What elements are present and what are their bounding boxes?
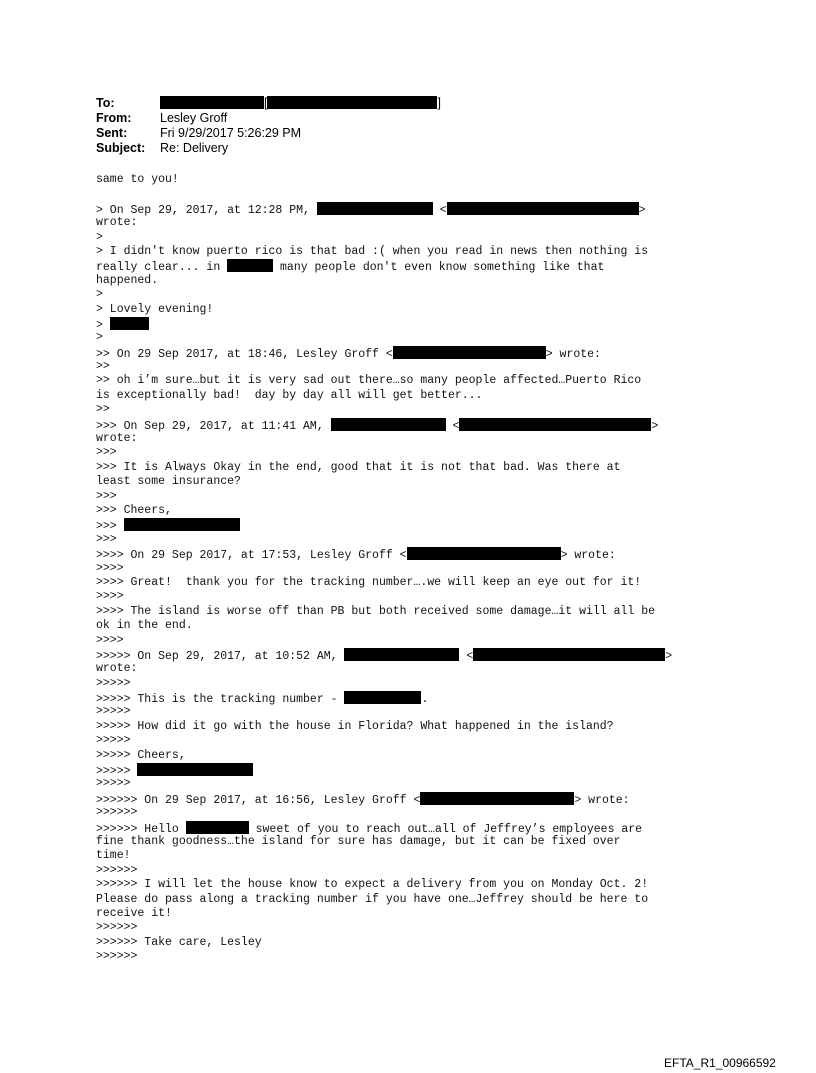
angle-open: < xyxy=(432,203,447,217)
quote-line: >>>>> xyxy=(96,676,131,690)
quote-line xyxy=(96,317,756,331)
quote-line: >>>> Great! thank you for the tracking number….we will keep an eye out for it! xyxy=(96,575,642,589)
quote-line: wrote: xyxy=(96,662,138,676)
redaction-signature xyxy=(124,518,240,531)
quote-line xyxy=(96,518,756,532)
to-value xyxy=(160,96,441,111)
redaction-sender-email xyxy=(459,418,651,431)
redaction-email-address xyxy=(393,346,546,359)
quote-line: >>>>> xyxy=(96,777,131,791)
quote-line: >>> xyxy=(96,446,117,460)
redaction-email-address xyxy=(407,547,561,560)
quote-text: . xyxy=(421,693,429,707)
quote-line: > xyxy=(96,230,103,244)
quote-text: sweet of you to reach out…all of Jeffrey’s employees are xyxy=(248,822,643,836)
quote-header-text: > wrote: xyxy=(545,347,601,361)
quote-line: >>>> The island is worse off than PB but both received some damage…it will all be xyxy=(96,604,655,618)
quote-line: >>>>>> xyxy=(96,863,138,877)
redaction-signature xyxy=(110,317,149,330)
quote-line: >>> xyxy=(96,489,117,503)
quote-line xyxy=(96,418,756,432)
quote-line: > I didn't know puerto rico is that bad :( when you read in news then nothing is xyxy=(96,244,649,258)
angle-close: > xyxy=(651,419,659,433)
quote-prefix: > xyxy=(96,318,110,332)
redaction-location xyxy=(227,259,273,272)
quote-line: > Lovely evening! xyxy=(96,302,214,316)
quote-line: Please do pass along a tracking number if you have one…Jeffrey should be here to xyxy=(96,892,649,906)
angle-open: < xyxy=(445,419,460,433)
quote-line: >>> It is Always Okay in the end, good that it is not that bad. Was there at xyxy=(96,460,621,474)
sent-label: Sent: xyxy=(96,126,128,140)
redaction-sender-name xyxy=(344,648,459,661)
quote-line: >>>>> How did it go with the house in Florida? What happened in the island? xyxy=(96,719,614,733)
quote-line: >> oh i’m sure…but it is very sad out there…so many people affected…Puerto Rico xyxy=(96,374,642,388)
redaction-sender-name xyxy=(317,202,433,215)
quote-line xyxy=(96,763,756,777)
quote-line: >>>>> Cheers, xyxy=(96,748,186,762)
quote-line: >>>>>> I will let the house know to expect a delivery from you on Monday Oct. 2! xyxy=(96,878,649,892)
quote-header-text: > wrote: xyxy=(574,793,630,807)
quote-line xyxy=(96,346,756,360)
from-label: From: xyxy=(96,111,132,125)
subject-label: Subject: xyxy=(96,141,146,155)
quote-line: >> xyxy=(96,360,110,374)
quote-header-text: >>>> On 29 Sep 2017, at 17:53, Lesley Groff < xyxy=(96,549,407,563)
quote-line xyxy=(96,691,756,705)
quote-line: >>>> xyxy=(96,561,124,575)
quote-line xyxy=(96,259,756,273)
redaction-sender-email xyxy=(447,202,639,215)
quote-line: >> xyxy=(96,403,110,417)
quote-line: >>> Cheers, xyxy=(96,503,172,517)
quote-line: >>>>>> xyxy=(96,806,138,820)
to-bracket-close: ] xyxy=(437,96,441,110)
angle-close: > xyxy=(665,649,673,663)
quote-line: >>>>>> xyxy=(96,950,138,964)
from-value: Lesley Groff xyxy=(160,111,228,125)
quote-line: happened. xyxy=(96,273,159,287)
quote-line: least some insurance? xyxy=(96,475,241,489)
quote-line: receive it! xyxy=(96,906,172,920)
redaction-signature xyxy=(137,763,253,776)
quote-header-text: >> On 29 Sep 2017, at 18:46, Lesley Groff < xyxy=(96,347,393,361)
quote-line: > xyxy=(96,288,103,302)
quote-line xyxy=(96,202,756,216)
quote-prefix: >>>>> xyxy=(96,765,138,779)
quote-line: wrote: xyxy=(96,432,138,446)
redaction-to-name xyxy=(160,96,264,109)
quote-text: really clear... in xyxy=(96,261,228,275)
angle-open: < xyxy=(459,649,474,663)
quote-line: >>> xyxy=(96,532,117,546)
quote-line: > xyxy=(96,331,103,345)
to-bracket-open: [ xyxy=(264,96,268,110)
quote-text: >>>>>> Hello xyxy=(96,822,186,836)
quote-line: is exceptionally bad! day by day all will get better... xyxy=(96,388,483,402)
quote-header-text: >>>>> On Sep 29, 2017, at 10:52 AM, xyxy=(96,649,345,663)
redaction-sender-email xyxy=(473,648,665,661)
quote-text: >>>>> This is the tracking number - xyxy=(96,693,345,707)
subject-value: Re: Delivery xyxy=(160,141,229,155)
redaction-to-address xyxy=(267,96,437,109)
quote-line: ok in the end. xyxy=(96,619,193,633)
quote-text: many people don't even know something like that xyxy=(273,261,605,275)
quote-line xyxy=(96,547,756,561)
quote-line: >>>> xyxy=(96,633,124,647)
quote-line: >>>>> xyxy=(96,734,131,748)
quote-header-text: > On Sep 29, 2017, at 12:28 PM, xyxy=(96,203,317,217)
email-body xyxy=(96,173,756,964)
body-line: same to you! xyxy=(96,173,179,186)
angle-close: > xyxy=(638,203,646,217)
quote-line xyxy=(96,648,756,662)
to-label: To: xyxy=(96,96,115,110)
redaction-sender-name xyxy=(331,418,446,431)
quote-header-text: > wrote: xyxy=(560,549,616,563)
quote-header-text: >>>>>> On 29 Sep 2017, at 16:56, Lesley Groff < xyxy=(96,793,421,807)
quote-header-text: >>> On Sep 29, 2017, at 11:41 AM, xyxy=(96,419,331,433)
quote-line: >>>> xyxy=(96,590,124,604)
quote-line: >>>>> xyxy=(96,705,131,719)
quote-line xyxy=(96,821,756,835)
quote-prefix: >>> xyxy=(96,520,124,534)
document-id: EFTA_R1_00966592 xyxy=(664,1056,776,1070)
quote-line xyxy=(96,792,756,806)
quote-line: >>>>>> Take care, Lesley xyxy=(96,935,262,949)
redaction-recipient-name xyxy=(186,821,249,834)
quote-line: wrote: xyxy=(96,216,138,230)
blank-line xyxy=(96,187,756,201)
redaction-tracking-number xyxy=(344,691,421,704)
quote-line: >>>>>> xyxy=(96,921,138,935)
redaction-email-address xyxy=(420,792,574,805)
sent-value: Fri 9/29/2017 5:26:29 PM xyxy=(160,126,302,140)
quote-line: fine thank goodness…the island for sure has damage, but it can be fixed over xyxy=(96,834,621,848)
quote-line: time! xyxy=(96,849,131,863)
